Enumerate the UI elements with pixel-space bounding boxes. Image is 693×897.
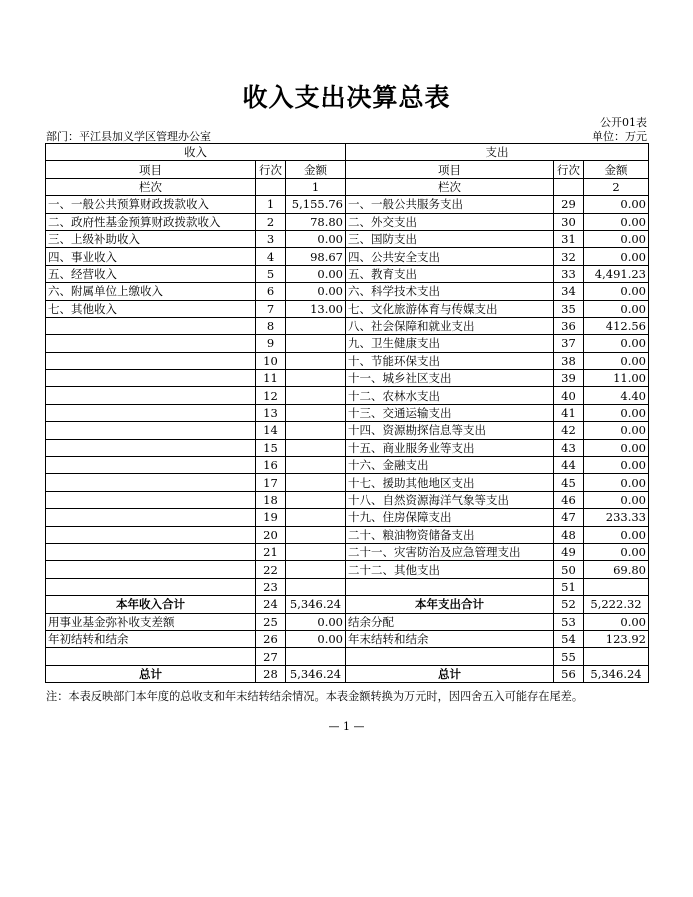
income-line-no: 5 — [256, 265, 286, 282]
income-line-no: 24 — [256, 596, 286, 613]
table-row — [46, 265, 649, 282]
income-item — [46, 491, 256, 508]
expense-item: 本年支出合计 — [346, 596, 554, 613]
income-line-no: 14 — [256, 422, 286, 439]
footnote: 注：本表反映部门本年度的总收支和年末结转结余情况。本表金额转换为万元时，因四舍五入可能存在尾差。 — [46, 690, 584, 703]
income-item — [46, 526, 256, 543]
expense-amount: 69.80 — [584, 561, 649, 578]
table-row — [46, 387, 649, 404]
income-amount: 5,155.76 — [286, 196, 346, 213]
income-amount — [286, 561, 346, 578]
page-title: 收入支出决算总表 — [242, 83, 451, 112]
income-item — [46, 352, 256, 369]
column-number-row — [46, 178, 649, 195]
expense-amount: 0.00 — [584, 404, 649, 421]
expense-item: 八、社会保障和就业支出 — [346, 317, 554, 334]
income-line-no: 6 — [256, 283, 286, 300]
income-line-no: 28 — [256, 665, 286, 682]
expense-item: 十五、商业服务业等支出 — [346, 439, 554, 456]
expense-item: 六、科学技术支出 — [346, 283, 554, 300]
expense-amount: 0.00 — [584, 439, 649, 456]
expense-amount: 0.00 — [584, 196, 649, 213]
table-row — [46, 665, 649, 682]
income-amount — [286, 387, 346, 404]
table-row — [46, 352, 649, 369]
income-line-no: 13 — [256, 404, 286, 421]
expense-amount: 11.00 — [584, 370, 649, 387]
expense-line-no: 56 — [554, 665, 584, 682]
expense-line-no: 47 — [554, 509, 584, 526]
page-number: — 1 — — [328, 720, 365, 733]
expense-amount: 5,346.24 — [584, 665, 649, 682]
expense-amount — [584, 648, 649, 665]
income-line-no: 22 — [256, 561, 286, 578]
income-line-no: 12 — [256, 387, 286, 404]
expense-item — [346, 578, 554, 595]
income-item: 五、经营收入 — [46, 265, 256, 282]
expense-amount: 0.00 — [584, 300, 649, 317]
income-amount: 78.80 — [286, 213, 346, 230]
expense-line-no: 32 — [554, 248, 584, 265]
expense-line-no: 34 — [554, 283, 584, 300]
table-row — [46, 439, 649, 456]
expense-line-no: 48 — [554, 526, 584, 543]
income-item — [46, 370, 256, 387]
income-item: 六、附属单位上缴收入 — [46, 283, 256, 300]
expense-line-no: 37 — [554, 335, 584, 352]
expense-item: 十七、援助其他地区支出 — [346, 474, 554, 491]
expense-line-no: 54 — [554, 630, 584, 647]
expense-line-no: 44 — [554, 457, 584, 474]
table-row — [46, 370, 649, 387]
expense-amount: 0.00 — [584, 352, 649, 369]
income-item — [46, 335, 256, 352]
expense-line-no: 42 — [554, 422, 584, 439]
income-amount: 0.00 — [286, 613, 346, 630]
expense-line-no: 53 — [554, 613, 584, 630]
income-line-no: 2 — [256, 213, 286, 230]
income-item — [46, 404, 256, 421]
expense-line-no: 29 — [554, 196, 584, 213]
income-line-no: 20 — [256, 526, 286, 543]
expense-amount: 0.00 — [584, 213, 649, 230]
income-item — [46, 578, 256, 595]
expense-amount: 412.56 — [584, 317, 649, 334]
expense-line-no: 43 — [554, 439, 584, 456]
income-line-no: 18 — [256, 491, 286, 508]
income-amount — [286, 509, 346, 526]
expense-item: 二十一、灾害防治及应急管理支出 — [346, 543, 554, 560]
expense-amount: 0.00 — [584, 613, 649, 630]
income-line-no: 21 — [256, 543, 286, 560]
expense-item: 二十、粮油物资储备支出 — [346, 526, 554, 543]
income-item — [46, 317, 256, 334]
expense-line-no: 41 — [554, 404, 584, 421]
income-item — [46, 439, 256, 456]
income-amount — [286, 335, 346, 352]
table-row — [46, 648, 649, 665]
income-line-no: 17 — [256, 474, 286, 491]
expense-amount: 0.00 — [584, 248, 649, 265]
expense-line-no: 36 — [554, 317, 584, 334]
income-item — [46, 561, 256, 578]
income-amount — [286, 578, 346, 595]
income-amount: 98.67 — [286, 248, 346, 265]
expense-amount: 4,491.23 — [584, 265, 649, 282]
income-amount: 5,346.24 — [286, 596, 346, 613]
income-amount: 0.00 — [286, 283, 346, 300]
expense-amount: 233.33 — [584, 509, 649, 526]
expense-item: 十九、住房保障支出 — [346, 509, 554, 526]
expense-amount: 4.40 — [584, 387, 649, 404]
section-header-row — [46, 144, 649, 161]
income-line-no: 4 — [256, 248, 286, 265]
expense-amount: 0.00 — [584, 457, 649, 474]
expense-item-header: 项目 — [346, 161, 554, 178]
expense-amount: 0.00 — [584, 283, 649, 300]
expense-item: 三、国防支出 — [346, 230, 554, 247]
income-amount — [286, 474, 346, 491]
table-row — [46, 543, 649, 560]
income-line-no: 25 — [256, 613, 286, 630]
expense-amount: 0.00 — [584, 474, 649, 491]
expense-item: 十四、资源勘探信息等支出 — [346, 422, 554, 439]
table-row — [46, 404, 649, 421]
expense-line-no: 33 — [554, 265, 584, 282]
expense-amount: 0.00 — [584, 543, 649, 560]
income-item: 二、政府性基金预算财政拨款收入 — [46, 213, 256, 230]
income-line-no: 9 — [256, 335, 286, 352]
expense-line-no: 52 — [554, 596, 584, 613]
expense-amount: 0.00 — [584, 230, 649, 247]
expense-item: 年末结转和结余 — [346, 630, 554, 647]
income-item — [46, 648, 256, 665]
expense-item: 十八、自然资源海洋气象等支出 — [346, 491, 554, 508]
income-header: 收入 — [46, 144, 346, 161]
expense-item: 总计 — [346, 665, 554, 682]
table-row — [46, 283, 649, 300]
income-column-label: 栏次 — [46, 178, 256, 195]
expense-line-no: 49 — [554, 543, 584, 560]
income-amount — [286, 370, 346, 387]
income-item: 四、事业收入 — [46, 248, 256, 265]
income-item: 总计 — [46, 665, 256, 682]
income-amount — [286, 439, 346, 456]
expense-line-header: 行次 — [554, 161, 584, 178]
table-row — [46, 526, 649, 543]
income-line-header: 行次 — [256, 161, 286, 178]
income-amount: 0.00 — [286, 265, 346, 282]
expense-column-label: 栏次 — [346, 178, 554, 195]
table-row — [46, 561, 649, 578]
income-line-no: 3 — [256, 230, 286, 247]
income-amount — [286, 457, 346, 474]
expense-item: 结余分配 — [346, 613, 554, 630]
income-item: 年初结转和结余 — [46, 630, 256, 647]
income-item — [46, 457, 256, 474]
expense-item: 十一、城乡社区支出 — [346, 370, 554, 387]
income-item: 一、一般公共预算财政拨款收入 — [46, 196, 256, 213]
income-item — [46, 509, 256, 526]
expense-line-no: 31 — [554, 230, 584, 247]
income-line-no: 11 — [256, 370, 286, 387]
table-row — [46, 491, 649, 508]
expense-amount: 0.00 — [584, 422, 649, 439]
expense-line-no: 38 — [554, 352, 584, 369]
income-item — [46, 387, 256, 404]
income-line-no: 19 — [256, 509, 286, 526]
income-item — [46, 474, 256, 491]
income-line-no: 16 — [256, 457, 286, 474]
table-row — [46, 300, 649, 317]
income-item-header: 项目 — [46, 161, 256, 178]
expense-item: 一、一般公共服务支出 — [346, 196, 554, 213]
income-item: 七、其他收入 — [46, 300, 256, 317]
table-row — [46, 630, 649, 647]
expense-amount: 0.00 — [584, 491, 649, 508]
table-row — [46, 230, 649, 247]
table-row — [46, 578, 649, 595]
expense-item: 二、外交支出 — [346, 213, 554, 230]
expense-line-no: 51 — [554, 578, 584, 595]
expense-line-no: 39 — [554, 370, 584, 387]
department: 部门：平江县加义学区管理办公室 — [46, 130, 211, 143]
income-item: 三、上级补助收入 — [46, 230, 256, 247]
table-row — [46, 422, 649, 439]
income-line-no: 7 — [256, 300, 286, 317]
income-item — [46, 543, 256, 560]
expense-column-number: 2 — [584, 178, 649, 195]
table-row — [46, 509, 649, 526]
expense-item: 十二、农林水支出 — [346, 387, 554, 404]
table-row — [46, 248, 649, 265]
income-amount: 13.00 — [286, 300, 346, 317]
income-line-no: 27 — [256, 648, 286, 665]
expense-line-no: 45 — [554, 474, 584, 491]
expense-amount: 0.00 — [584, 335, 649, 352]
income-line-no: 10 — [256, 352, 286, 369]
income-expense-table — [45, 143, 649, 683]
expense-item: 十六、金融支出 — [346, 457, 554, 474]
table-row — [46, 213, 649, 230]
income-amount — [286, 352, 346, 369]
expense-line-no: 50 — [554, 561, 584, 578]
unit-label: 单位：万元 — [592, 130, 647, 143]
income-line-no: 1 — [256, 196, 286, 213]
income-amount: 0.00 — [286, 630, 346, 647]
expense-item: 九、卫生健康支出 — [346, 335, 554, 352]
income-amount: 5,346.24 — [286, 665, 346, 682]
expense-header: 支出 — [346, 144, 649, 161]
form-code: 公开01表 — [600, 116, 647, 129]
column-header-row — [46, 161, 649, 178]
income-item: 本年收入合计 — [46, 596, 256, 613]
income-line-no: 8 — [256, 317, 286, 334]
income-line-no: 26 — [256, 630, 286, 647]
table-row — [46, 457, 649, 474]
expense-line-no: 40 — [554, 387, 584, 404]
income-amount — [286, 422, 346, 439]
income-item — [46, 422, 256, 439]
expense-line-no: 55 — [554, 648, 584, 665]
expense-amount: 123.92 — [584, 630, 649, 647]
income-amount — [286, 526, 346, 543]
income-amount: 0.00 — [286, 230, 346, 247]
income-amount — [286, 404, 346, 421]
expense-amount: 5,222.32 — [584, 596, 649, 613]
expense-item: 二十二、其他支出 — [346, 561, 554, 578]
expense-line-no: 30 — [554, 213, 584, 230]
income-item: 用事业基金弥补收支差额 — [46, 613, 256, 630]
expense-item: 十、节能环保支出 — [346, 352, 554, 369]
expense-amount-header: 金额 — [584, 161, 649, 178]
expense-item: 十三、交通运输支出 — [346, 404, 554, 421]
income-amount — [286, 543, 346, 560]
income-line-no: 15 — [256, 439, 286, 456]
expense-line-no: 35 — [554, 300, 584, 317]
expense-line-no: 46 — [554, 491, 584, 508]
table-row — [46, 596, 649, 613]
expense-item: 五、教育支出 — [346, 265, 554, 282]
empty-cell — [554, 178, 584, 195]
table-row — [46, 317, 649, 334]
income-amount — [286, 491, 346, 508]
table-row — [46, 196, 649, 213]
expense-item — [346, 648, 554, 665]
income-column-number: 1 — [286, 178, 346, 195]
income-amount — [286, 648, 346, 665]
income-amount-header: 金额 — [286, 161, 346, 178]
expense-amount — [584, 578, 649, 595]
income-line-no: 23 — [256, 578, 286, 595]
expense-amount: 0.00 — [584, 526, 649, 543]
empty-cell — [256, 178, 286, 195]
income-amount — [286, 317, 346, 334]
expense-item: 七、文化旅游体育与传媒支出 — [346, 300, 554, 317]
table-row — [46, 613, 649, 630]
table-row — [46, 474, 649, 491]
expense-item: 四、公共安全支出 — [346, 248, 554, 265]
table-row — [46, 335, 649, 352]
